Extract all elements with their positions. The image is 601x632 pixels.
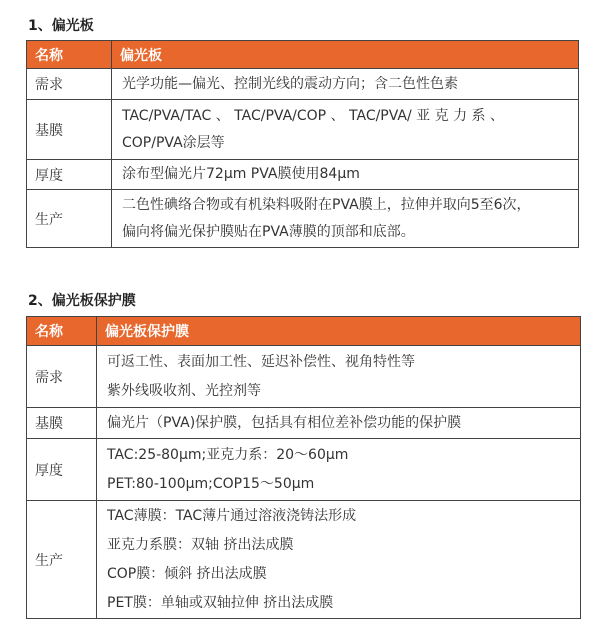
row-value-line: COP膜：倾斜 挤出法成膜 xyxy=(107,565,267,582)
row-value-line: TAC薄膜：TAC薄片通过溶液浇铸法形成 xyxy=(107,507,357,524)
section-2-title: 2、偏光板保护膜 xyxy=(28,293,136,309)
table-row xyxy=(27,439,581,501)
row-value xyxy=(112,100,579,160)
row-value-line: 涂布型偏光片72μm PVA膜使用84μm xyxy=(122,166,360,182)
row-value xyxy=(97,346,581,408)
row-value xyxy=(97,501,581,619)
row-value-line: PET:80-100μm;COP15～50μm xyxy=(107,475,315,492)
table-row xyxy=(27,408,581,439)
row-label: 需求 xyxy=(27,69,112,100)
row-label: 基膜 xyxy=(27,408,97,439)
table-row xyxy=(27,160,579,190)
row-value-line: 可返工性、表面加工性、延迟补偿性、视角特性等 xyxy=(107,353,415,370)
header-value-cell: 偏光板保护膜 xyxy=(97,317,581,346)
row-value-line: 亚克力系膜：双轴 挤出法成膜 xyxy=(107,536,294,553)
table-header-row xyxy=(27,41,579,69)
table-row xyxy=(27,501,581,619)
table-row xyxy=(27,190,579,248)
row-value xyxy=(112,69,579,100)
row-value-line: 二色性碘络合物或有机染料吸附在PVA膜上，拉伸并取向5至6次， xyxy=(122,196,531,213)
row-value-line: 光学功能—偏光、控制光线的震动方向；含二色性色素 xyxy=(122,75,458,92)
header-name-cell: 名称 xyxy=(27,41,112,69)
row-label: 基膜 xyxy=(27,100,112,160)
table-header-row xyxy=(27,317,581,346)
row-value-line: 偏光片（PVA)保护膜，包括具有相位差补偿功能的保护膜 xyxy=(107,414,462,431)
row-value-line: TAC:25-80μm;亚克力系：20～60μm xyxy=(107,446,349,463)
row-value-line: TAC/PVA/TAC 、 TAC/PVA/COP 、 TAC/PVA/ 亚 克 力 系 、 xyxy=(122,107,504,124)
row-value xyxy=(97,408,581,439)
protective-film-table xyxy=(26,316,581,619)
row-value-line: PET膜：单轴或双轴拉伸 挤出法成膜 xyxy=(107,594,334,611)
row-label: 厚度 xyxy=(27,160,112,190)
polarizer-table xyxy=(26,40,579,248)
row-label: 厚度 xyxy=(27,439,97,501)
table-row xyxy=(27,100,579,160)
header-name-cell: 名称 xyxy=(27,317,97,346)
row-value xyxy=(112,190,579,248)
section-1-title: 1、偏光板 xyxy=(28,18,94,34)
row-label: 生产 xyxy=(27,190,112,248)
header-value-cell: 偏光板 xyxy=(112,41,579,69)
row-value xyxy=(112,160,579,190)
table-row xyxy=(27,346,581,408)
table-row xyxy=(27,69,579,100)
row-value-line: 偏向将偏光保护膜贴在PVA薄膜的顶部和底部。 xyxy=(122,223,415,240)
row-value xyxy=(97,439,581,501)
row-value-line: 紫外线吸收剂、光控剂等 xyxy=(107,382,261,399)
row-label: 需求 xyxy=(27,346,97,408)
row-label: 生产 xyxy=(27,501,97,619)
row-value-line: COP/PVA涂层等 xyxy=(122,134,225,151)
